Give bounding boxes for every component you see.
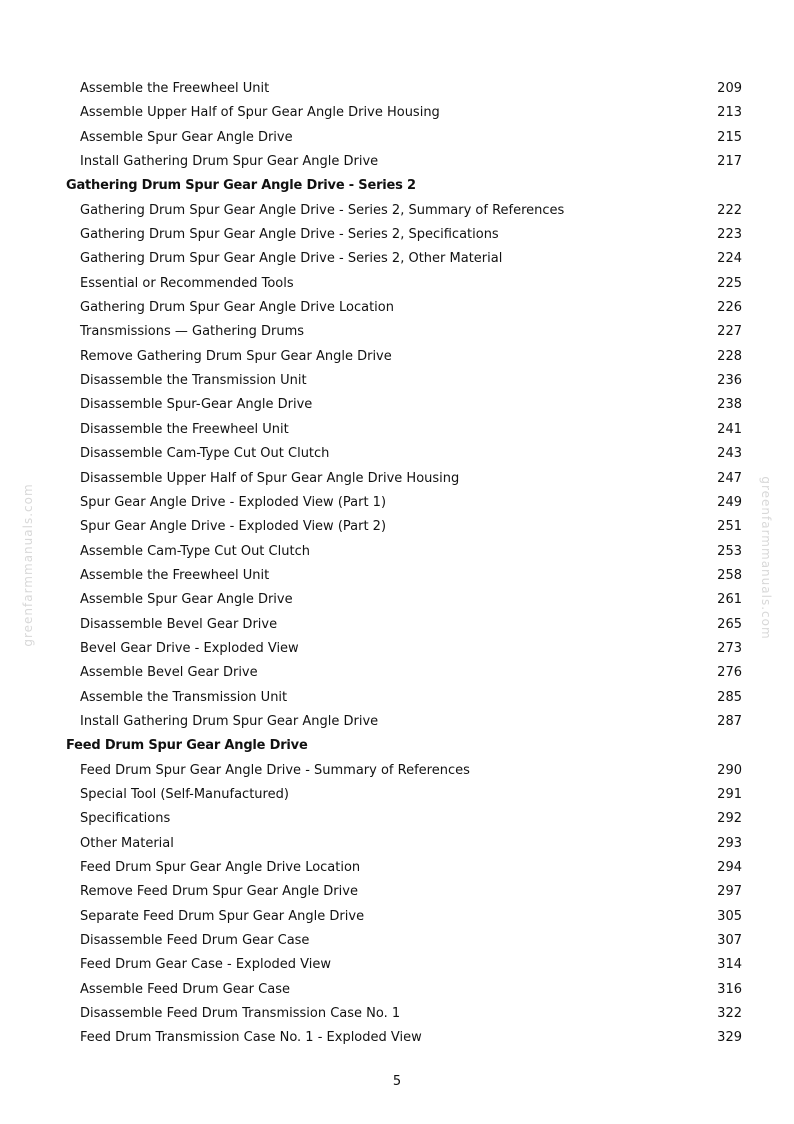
toc-entry-page: 241 xyxy=(717,421,742,437)
toc-entry-title: Assemble Feed Drum Gear Case xyxy=(80,981,290,997)
toc-entry-title: Feed Drum Spur Gear Angle Drive - Summary of References xyxy=(80,762,470,778)
watermark-left: greenfarmmanuals.com xyxy=(21,483,35,647)
toc-entry-title: Remove Feed Drum Spur Gear Angle Drive xyxy=(80,884,358,900)
toc-entry-page: 228 xyxy=(717,348,742,364)
toc-entry-page: 213 xyxy=(717,105,742,121)
toc-entry[interactable] xyxy=(0,491,794,515)
toc-entry[interactable] xyxy=(0,978,794,1002)
toc-entry[interactable] xyxy=(0,442,794,466)
toc-entry-title: Spur Gear Angle Drive - Exploded View (Part 2) xyxy=(80,519,387,535)
toc-entry[interactable] xyxy=(0,126,794,150)
toc-entry-page: 247 xyxy=(717,470,742,486)
toc-entry-title: Assemble Upper Half of Spur Gear Angle Drive Housing xyxy=(80,105,440,121)
toc-entry-page: 236 xyxy=(717,373,742,389)
toc-entry[interactable] xyxy=(0,369,794,393)
toc-entry[interactable] xyxy=(0,320,794,344)
toc-entry-page: 316 xyxy=(717,981,742,997)
toc-entry-page: 329 xyxy=(717,1030,742,1046)
toc-entry[interactable] xyxy=(0,564,794,588)
toc-entry[interactable] xyxy=(0,345,794,369)
toc-entry-title: Specifications xyxy=(80,811,171,827)
toc-entry-page: 290 xyxy=(717,762,742,778)
toc-entry-page: 276 xyxy=(717,665,742,681)
toc-entry[interactable] xyxy=(0,929,794,953)
toc-entry-title: Disassemble Upper Half of Spur Gear Angle Drive Housing xyxy=(80,470,460,486)
toc-entry-page: 222 xyxy=(717,202,742,218)
toc-entry-page: 305 xyxy=(717,908,742,924)
toc-entry-title: Disassemble Feed Drum Transmission Case No. 1 xyxy=(80,1006,401,1022)
toc-entry-title: Transmissions — Gathering Drums xyxy=(80,324,305,340)
toc-entry-title: Assemble the Freewheel Unit xyxy=(80,567,270,583)
toc-entry-title: Install Gathering Drum Spur Gear Angle Drive xyxy=(80,713,379,729)
toc-entry-title: Essential or Recommended Tools xyxy=(80,275,294,291)
toc-entry-page: 217 xyxy=(717,154,742,170)
toc-entry-title: Assemble Bevel Gear Drive xyxy=(80,665,258,681)
toc-entry[interactable] xyxy=(0,515,794,539)
toc-entry[interactable] xyxy=(0,686,794,710)
toc-entry[interactable] xyxy=(0,710,794,734)
toc-entry[interactable] xyxy=(0,1026,794,1050)
toc-entry-page: 261 xyxy=(717,592,742,608)
watermark-right: greenfarmmanuals.com xyxy=(759,476,773,640)
toc-entry-page: 265 xyxy=(717,616,742,632)
toc-entry-page: 258 xyxy=(717,567,742,583)
toc-entry-page: 287 xyxy=(717,713,742,729)
toc-entry-title: Disassemble Cam-Type Cut Out Clutch xyxy=(80,446,330,462)
toc-entry-page: 291 xyxy=(717,786,742,802)
page-number: 5 xyxy=(392,1074,402,1089)
toc-entry-title: Other Material xyxy=(80,835,174,851)
toc-entry-title: Gathering Drum Spur Gear Angle Drive - Series 2, Other Material xyxy=(80,251,503,267)
toc-section-heading[interactable] xyxy=(0,174,794,198)
toc-entry-page: 273 xyxy=(717,640,742,656)
toc-entry-page: 249 xyxy=(717,494,742,510)
toc-entry-title: Install Gathering Drum Spur Gear Angle Drive xyxy=(80,154,379,170)
toc-entry[interactable] xyxy=(0,272,794,296)
toc-entry-page: 215 xyxy=(717,129,742,145)
toc-entry-title: Remove Gathering Drum Spur Gear Angle Drive xyxy=(80,348,392,364)
toc-entry-title: Feed Drum Gear Case - Exploded View xyxy=(80,957,332,973)
toc-entry-page: 285 xyxy=(717,689,742,705)
toc-entry[interactable] xyxy=(0,905,794,929)
toc-entry-title: Feed Drum Spur Gear Angle Drive Location xyxy=(80,860,361,875)
toc-entry[interactable] xyxy=(0,856,794,880)
toc-entry-title: Spur Gear Angle Drive - Exploded View (Part 1) xyxy=(80,494,387,510)
toc-entry-title: Gathering Drum Spur Gear Angle Drive - Series 2, Specifications xyxy=(80,227,499,243)
toc-entry-page: 223 xyxy=(717,227,742,243)
toc-entry-page: 294 xyxy=(717,860,742,875)
toc-entry-page: 227 xyxy=(717,324,742,340)
toc-entry-title: Gathering Drum Spur Gear Angle Drive - Series 2, Summary of References xyxy=(80,202,565,218)
toc-entry-page: 251 xyxy=(717,519,742,535)
toc-entry-page: 307 xyxy=(717,933,742,949)
toc-entry-page: 293 xyxy=(717,835,742,851)
toc-entry-page: 253 xyxy=(717,543,742,559)
toc-entry-page: 225 xyxy=(717,275,742,291)
toc-entry[interactable] xyxy=(0,393,794,417)
toc-entry[interactable] xyxy=(0,247,794,271)
toc-entry-page: 226 xyxy=(717,300,742,316)
toc-entry[interactable] xyxy=(0,759,794,783)
toc-entry[interactable] xyxy=(0,661,794,685)
toc-entry[interactable] xyxy=(0,783,794,807)
toc-entry-title: Disassemble the Transmission Unit xyxy=(80,373,307,389)
toc-entry-title: Assemble Cam-Type Cut Out Clutch xyxy=(80,543,310,559)
toc-entry[interactable] xyxy=(0,101,794,125)
toc-entry[interactable] xyxy=(0,613,794,637)
toc-entry[interactable] xyxy=(0,832,794,856)
toc-entry[interactable] xyxy=(0,296,794,320)
toc-entry-page: 314 xyxy=(717,957,742,973)
toc-entry-title: Disassemble Feed Drum Gear Case xyxy=(80,933,310,949)
toc-entry[interactable] xyxy=(0,199,794,223)
toc-entry[interactable] xyxy=(0,1002,794,1026)
toc-entry-title: Assemble the Transmission Unit xyxy=(80,689,288,705)
toc-entry-page: 292 xyxy=(717,811,742,827)
toc-entry-title: Gathering Drum Spur Gear Angle Drive - Series 2 xyxy=(66,178,416,194)
toc-entry-page: 297 xyxy=(717,884,742,900)
toc-entry-title: Gathering Drum Spur Gear Angle Drive Location xyxy=(80,300,394,316)
toc-entry-title: Separate Feed Drum Spur Gear Angle Drive xyxy=(80,908,365,924)
toc-entry-title: Disassemble Spur-Gear Angle Drive xyxy=(80,397,313,413)
toc-entry[interactable] xyxy=(0,467,794,491)
toc-entry-title: Feed Drum Transmission Case No. 1 - Exploded View xyxy=(80,1030,422,1046)
toc-entry-title: Assemble Spur Gear Angle Drive xyxy=(80,129,293,145)
table-of-contents xyxy=(0,77,794,1051)
toc-entry[interactable] xyxy=(0,588,794,612)
toc-entry-page: 243 xyxy=(717,446,742,462)
toc-entry-title: Disassemble the Freewheel Unit xyxy=(80,421,289,437)
toc-entry[interactable] xyxy=(0,637,794,661)
toc-entry-title: Disassemble Bevel Gear Drive xyxy=(80,616,278,632)
toc-entry-title: Assemble Spur Gear Angle Drive xyxy=(80,592,293,608)
toc-entry-title: Bevel Gear Drive - Exploded View xyxy=(80,640,299,656)
toc-entry-page: 224 xyxy=(717,251,742,267)
toc-entry[interactable] xyxy=(0,418,794,442)
toc-entry-page: 209 xyxy=(717,81,742,96)
toc-entry-page: 238 xyxy=(717,397,742,413)
toc-entry[interactable] xyxy=(0,880,794,904)
toc-entry-title: Special Tool (Self-Manufactured) xyxy=(80,786,289,802)
toc-entry[interactable] xyxy=(0,540,794,564)
toc-entry[interactable] xyxy=(0,807,794,831)
toc-entry[interactable] xyxy=(0,77,794,101)
toc-entry[interactable] xyxy=(0,150,794,174)
toc-entry[interactable] xyxy=(0,953,794,977)
toc-section-heading[interactable] xyxy=(0,734,794,758)
toc-entry-page: 322 xyxy=(717,1006,742,1022)
toc-entry-title: Feed Drum Spur Gear Angle Drive xyxy=(66,738,308,754)
toc-entry[interactable] xyxy=(0,223,794,247)
toc-entry-title: Assemble the Freewheel Unit xyxy=(80,81,270,96)
